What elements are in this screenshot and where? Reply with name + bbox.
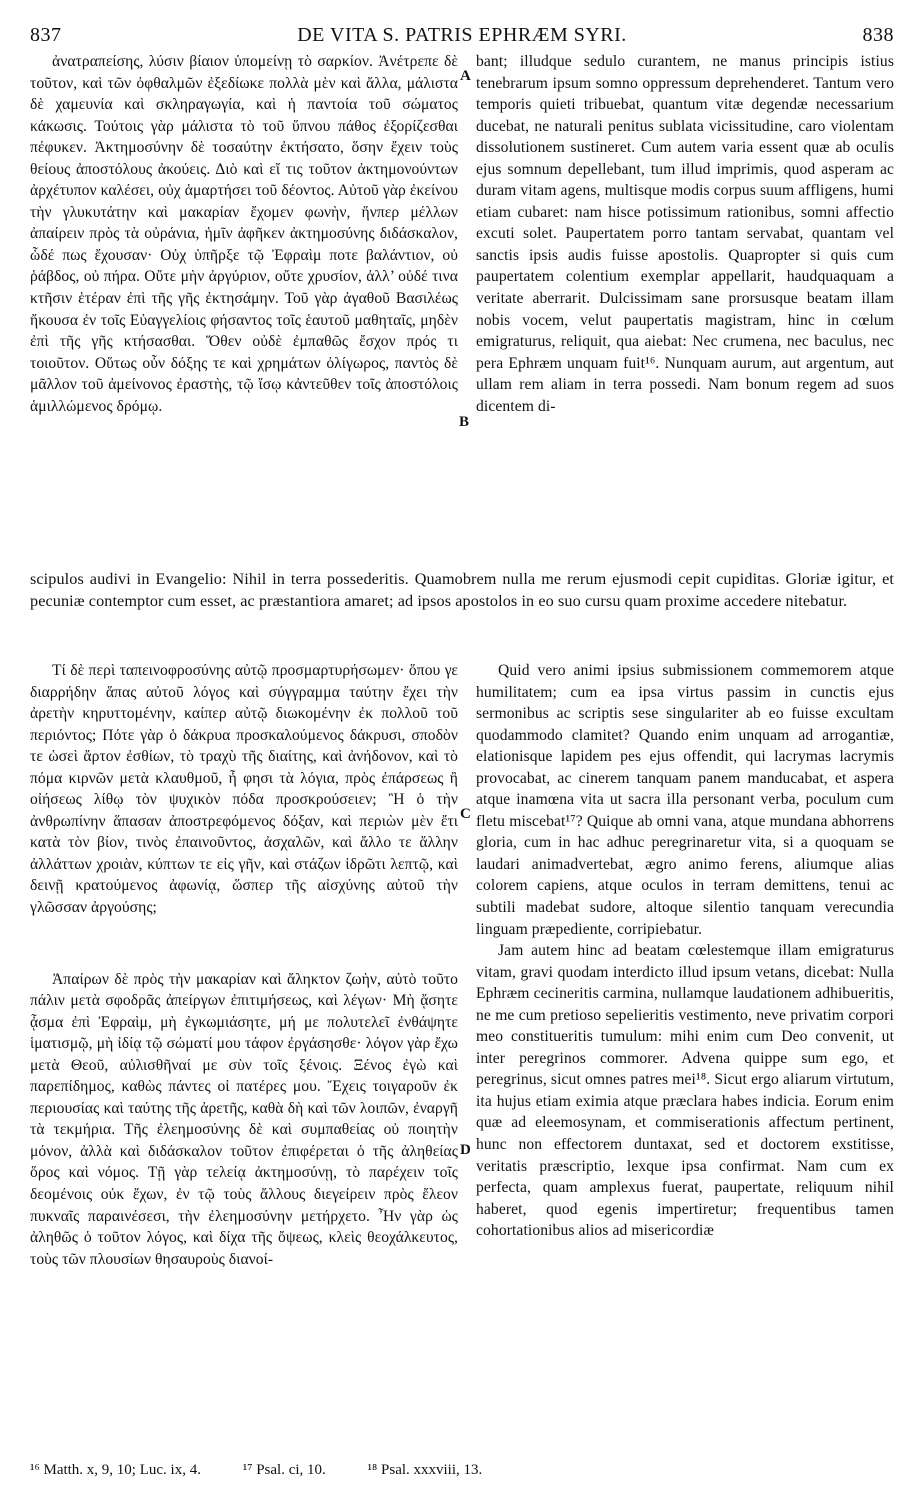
margin-marker-b: B xyxy=(459,414,470,430)
page xyxy=(30,24,894,1484)
running-title: DE VITA S. PATRIS EPHRÆM SYRI. xyxy=(297,24,627,46)
greek-column-2 xyxy=(30,660,458,1270)
footnote-16: ¹⁶ Matth. x, 9, 10; Luc. ix, 4. xyxy=(30,1462,201,1478)
latin-paragraph-3: Jam autem hinc ad beatam cœlestemque illam emigraturus vitam, gravi quodam interdicto illud ipsum vetans, dicebat: Nulla Ephræm cecineritis carmina, nullamque laudationem adhibueritis, ne me cum pretioso sepelieritis vestimento, neve privatim corpori meo constitueritis tumulum: mihi enim cum Deo convenit, ut inter peregrinos commorer. Advena quippe sum ego, et peregrinus, sicut omnes patres mei¹⁸. Sicut ergo aliarum virtutum, ita hujus etiam eximia atque præclara habes indicia. Eorum enim quæ ad eleemosynam, et commiserationis affectum pertinent, hunc non effectorem duntaxat, sed et doctorem exstitisse, veritatis præscriptio, lexque ipsa confirmat. Nam cum ex perfecta, quam amplexus fuerat, paupertate, reliquum nihil haberet, quod egenis impertiretur; frequentibus tamen cohortationibus alios ad misericordiæ xyxy=(476,942,894,1240)
footnotes xyxy=(30,1462,894,1479)
right-page-number: 838 xyxy=(862,24,894,46)
margin-marker-d: D xyxy=(460,1142,471,1158)
latin-column-1 xyxy=(476,51,894,417)
margin-marker-c: C xyxy=(460,806,471,822)
latin-column-2 xyxy=(476,660,894,1242)
latin-paragraph-1: bant; illudque sedulo curantem, ne manus principis istius tenebrarum ipsum somno oppressum deprehenderet. Tantum vero temporis quieti tribuebat, quantum vitæ degendæ necessarium ducebat, ne naturali penitus sublata vicissitudine, caro violentam dissolutionem sustineret. Cum autem varia essent quæ ab oculis ejus somnum depellebant, tum illud imprimis, quod asperam ac duram vitam agens, multisque modis corpus suum affligens, humi etiam cubaret: nam hisce potissimum rationibus, somni affectio excuti solet. Paupertatem porro tantam servabat, quantam vel sanctis ipsis audis fuisse apostolis. Quapropter si quis cum paupertatem colentium exemplar appellarit, haudquaquam a veritate aberrarit. Dulcissimam sane prorsusque beatam illam nobis vocem, velut paupertatis magistram, hinc in cœlum emigraturus, reliquit, qua aiebat: Nec crumena, nec baculus, nec pera Ephræm unquam fuit¹⁶. Nunquam aurum, aut argentum, aut ullam rem aliam in terra possedi. Nam bonum regem ad suos dicentem di- xyxy=(476,53,894,415)
running-header xyxy=(30,24,894,50)
greek-column-1 xyxy=(30,51,458,417)
left-page-number: 837 xyxy=(30,24,62,46)
latin-paragraph-2: Quid vero animi ipsius submissionem commemorem atque humilitatem; cum ea ipsa virtus passim in cunctis ejus sermonibus ac scriptis sese singulariter ab eo fuisse excultam quodammodo clamitet? Quando enim unquam ad arrogantiæ, elationisque lapidem pes ejus offendit, qui lacrymas lacrymis provocabat, ac cinerem tanquam panem manducabat, et aspera atque inamœna vita ut sacra illa personant verba, poculum cum fletu miscebat¹⁷? Quique ab omni vana, atque mundana abhorrens gloria, cum in hac adhuc peregrinaretur vita, si a quoquam se laudari animadvertebat, ægro animo ferens, aliumque alias colorem capiens, atque oculos in terram demittens, tenui ac subtili madebat sudore, altoque silentio tanquam verecundia linguam præpediente, corripiebatur. xyxy=(476,662,894,938)
greek-paragraph-2: Τί δὲ περὶ ταπεινοφροσύνης αὐτῷ προσμαρτυρήσωμεν· ὅπου γε διαρρήδην ἅπας αὐτοῦ λόγος καὶ σύγγραμμα ταύτην ἔχει τὴν ἀρετὴν κηρυττομένην, καίπερ αὐτῷ διωκομένην ἐκ πολλοῦ τοῦ περιόντος; Πότε γὰρ ὁ δάκρυα προσκαλούμενος δάκρυσι, σποδὸν τε ὡσεὶ ἄρτον ἐσθίων, τὸ τραχὺ τῆς διαίτης, καὶ ἀνήδονον, καὶ τὸ πόμα κιρνῶν μετὰ κλαυθμοῦ, ἦ φησι τὰ λόγια, πρὸς ἐπάρσεως ἢ οἰήσεως λίθῳ τὸν ψυχικὸν πόδα προσκρούσειεν; Ἢ ὁ τὴν ἀνθρωπίνην ἅπασαν ἀποστρεφόμενος δόξαν, καὶ περιὼν μὲν ἔτι κατὰ τὸν βίον, τινὸς ἐπαινοῦντος, ἀσχαλῶν, καὶ ἄλλο τε ἄλλην ἀλλάττων χροιὰν, κύπτων τε εἰς γῆν, καὶ στάζων ἱδρῶτι λεπτῷ, καὶ δεινῇ κρατούμενος ἀφωνίᾳ, ὥσπερ τῆς αἰσχύνης αὐτοῦ τὴν γλῶσσαν ἀργούσης; xyxy=(30,662,458,917)
latin-full-width-text: scipulos audivi in Evangelio: Nihil in terra possederitis. Quamobrem nulla me rerum ejusmodi cepit cupiditas. Gloriæ igitur, et pecuniæ contemptor cum esset, ac præstantiora amaret; ad ipsos apostolos in eo suo cursu quam proxime accedere nitebatur. xyxy=(30,570,894,610)
greek-paragraph-3: Ἀπαίρων δὲ πρὸς τὴν μακαρίαν καὶ ἄληκτον ζωὴν, αὐτὸ τοῦτο πάλιν μετὰ σφοδρᾶς ἀπείργων ἐπιτιμήσεως, καὶ λέγων· Μὴ ᾄσητε ᾆσμα ἐπὶ Ἐφραὶμ, μὴ ἐγκωμιάσητε, μή με πολυτελεῖ ἐνθάψητε ἱματισμῷ, μὴ ἰδίᾳ τῷ σώματί μου τάφον ἐργάσησθε· λόγον γὰρ ἔχω μετὰ Θεοῦ, αὐλισθῆναί με σὺν τοῖς ξένοις. Ξένος ἐγὼ καὶ παρεπίδημος, καθὼς πάντες οἱ πατέρες μου. Ἔχεις τοιγαροῦν ἐκ περιουσίας καὶ ταύτης τῆς ἀρετῆς, καθὰ δὴ καὶ τῶν λοιπῶν, ἐναργῆ τὰ τεκμήρια. Τῆς ἐλεημοσύνης δὲ καὶ συμπαθείας οὐ ποιητὴν μόνον, ἀλλὰ καὶ διδάσκαλον τοῦτον ἐπιφέρεται ὁ τῆς ἀληθείας ὅρος καὶ νόμος. Τῇ γὰρ τελείᾳ ἀκτημοσύνῃ, τὸ παρέχειν τοῖς δεομένοις οὐκ ἔχων, ἐν τῷ τοὺς ἄλλους διεγείρειν πρὸς ἔλεον πυκναῖς παραινέσεσι, τὴν ἐλεημοσύνην μετήρχετο. Ἦν γὰρ ὡς ἀληθῶς ὁ τοῦτον λόγος, καὶ δίχα τῆς ὄψεως, κλεὶς θεοχάλκευτος, τοὺς τῶν πλουσίων θησαυροὺς διανοί- xyxy=(30,970,458,1268)
latin-full-width-block xyxy=(30,568,894,612)
footnote-18: ¹⁸ Psal. xxxviii, 13. xyxy=(367,1462,483,1478)
footnote-17: ¹⁷ Psal. ci, 10. xyxy=(242,1462,326,1478)
greek-paragraph-1: ἀνατραπείσης, λύσιν βίαιον ὑπομείνῃ τὸ σαρκίον. Ἀνέτρεπε δὲ τοῦτον, καὶ τῶν ὀφθαλμῶν ἐξεδίωκε πολλὰ μὲν καὶ ἄλλα, μάλιστα δὲ χαμευνία καὶ σκληραγωγία, καὶ ἡ παντοία τοῦ σώματος κάκωσις. Τούτοις γὰρ μάλιστα τὸ τοῦ ὕπνου πάθος ἐξορίζεσθαι πέφυκεν. Ἀκτημοσύνην δὲ τοσαύτην ἐκτήσατο, ὅσην ἔχειν τοὺς θείους ἀποστόλους ἀκούεις. Διὸ καὶ εἴ τις τοῦτον ἀκτημονούντων ἀρχέτυπον καλέσει, οὐχ ἁμαρτήσει τοῦ δέοντος. Αὐτοῦ γὰρ ἐκείνου τὴν γλυκυτάτην καὶ μακαρίαν ἔχομεν φωνὴν, ἥνπερ μέλλων ἀπαίρειν πρὸς τὰ οὐράνια, ἡμῖν ἀφῆκεν ἀκτημοσύνης διδάσκαλον, ὧδέ πως ἔχουσαν· Οὐχ ὑπῆρξε τῷ Ἐφραὶμ ποτε βαλάντιον, οὐ ῥάβδος, οὐ πήρα. Οὔτε μὴν ἀργύριον, οὔτε χρυσίον, ἀλλ’ οὐδέ τινα κτῆσιν ἑτέραν ἐπὶ τῆς γῆς ἐκτησάμην. Τοῦ γὰρ ἀγαθοῦ Βασιλέως ἤκουσα ἐν τοῖς Εὐαγγελίοις φήσαντος τοῖς ἑαυτοῦ μαθηταῖς, μηδὲν ἐπὶ τῆς γῆς κτήσασθαι. Ὅθεν οὐδὲ ἐμπαθῶς ἔσχον πρός τι τοιοῦτον. Οὕτως οὖν δόξης τε καὶ χρημάτων ὀλίγωρος, παντὸς δὲ μᾶλλον τοῦ ἀμείνονος ἐραστὴς, τῷ ἴσῳ κἀντεῦθεν τοῖς ἀποστόλοις ἁμιλλώμενος δρόμῳ. xyxy=(30,53,458,415)
margin-marker-a: A xyxy=(460,68,471,84)
